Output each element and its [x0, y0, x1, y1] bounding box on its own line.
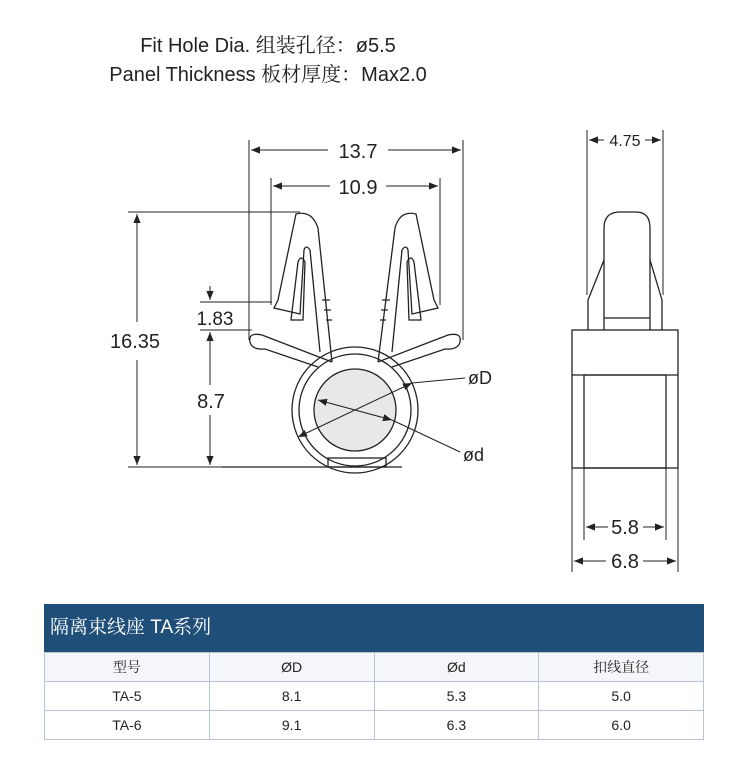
dim-side-inner: 5.8 [611, 517, 639, 539]
dim-tip-height: 1.83 [196, 309, 234, 330]
side-inner-face [584, 375, 666, 468]
left-hook-arm [274, 213, 332, 362]
header-outer-diameter: ØD [209, 653, 374, 682]
side-hook [604, 212, 650, 330]
table-row [45, 711, 704, 740]
dim-inner-diameter: ød [463, 445, 485, 465]
table-row [45, 682, 704, 711]
spec-table [44, 652, 704, 740]
dim-width-inner: 10.9 [338, 177, 378, 199]
dim-side-outer: 6.8 [611, 551, 639, 573]
table-cell: TA-5 [45, 682, 210, 711]
spec-table-panel [44, 604, 704, 740]
table-cell: 9.1 [209, 711, 374, 740]
table-cell: 5.3 [374, 682, 539, 711]
dim-width-outer: 13.7 [338, 141, 378, 163]
dim-ring-height: 8.7 [197, 391, 225, 413]
spec-table-title: 隔离束线座 TA系列 [44, 604, 704, 652]
side-view [572, 212, 678, 468]
right-wing [378, 334, 460, 367]
side-hook-wings [588, 260, 662, 330]
dim-side-top: 4.75 [609, 133, 641, 150]
header-cable-diameter: 扣线直径 [539, 653, 704, 682]
table-cell: 6.3 [374, 711, 539, 740]
header-model: 型号 [45, 653, 210, 682]
header-inner-diameter: Ød [374, 653, 539, 682]
front-dimensions [128, 140, 465, 467]
table-cell: 6.0 [539, 711, 704, 740]
table-header-row [45, 653, 704, 682]
table-cell: 8.1 [209, 682, 374, 711]
dim-height-total: 16.35 [109, 331, 161, 353]
side-dimensions [572, 130, 678, 572]
table-cell: TA-6 [45, 711, 210, 740]
dim-outer-diameter: øD [468, 368, 492, 388]
fit-hole-diameter-label: Fit Hole Dia. 组装孔径：ø5.5 [140, 35, 396, 57]
front-view [222, 213, 460, 473]
table-cell: 5.0 [539, 682, 704, 711]
panel-thickness-label: Panel Thickness 板材厚度：Max2.0 [109, 64, 427, 86]
side-body [572, 330, 678, 468]
